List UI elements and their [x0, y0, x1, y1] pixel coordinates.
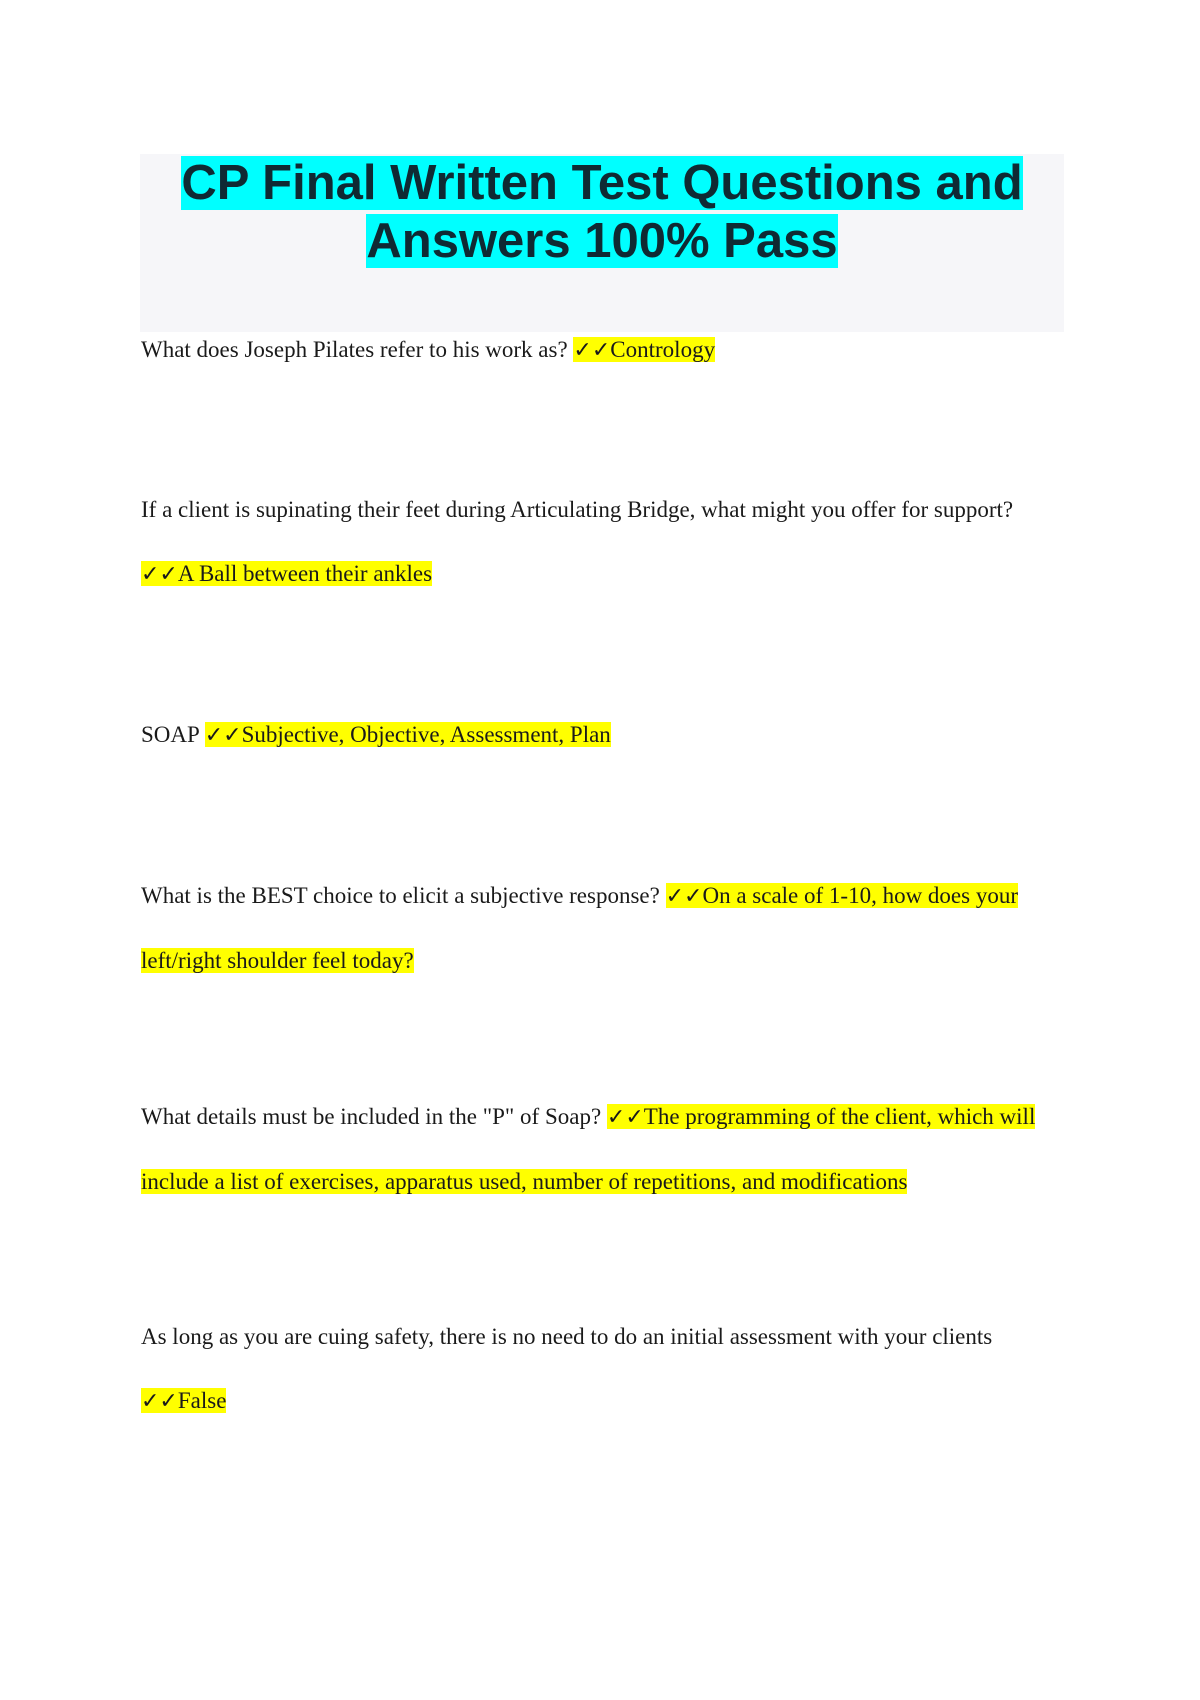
qa-item-5 [141, 1085, 1071, 1214]
qa-item-6 [141, 1305, 1071, 1434]
question-text: What details must be included in the "P" of Soap? [141, 1104, 602, 1129]
question-text: As long as you are cuing safety, there is no need to do an initial assessment with your clients [141, 1324, 993, 1349]
question-text: What does Joseph Pilates refer to his work as? [141, 337, 568, 362]
answer-text: Contrology [610, 337, 716, 362]
title-block [140, 154, 1064, 332]
answer-text: False [177, 1388, 227, 1413]
answer-text: Subjective, Objective, Assessment, Plan [241, 722, 611, 747]
qa-item-3 [141, 703, 1071, 768]
answer-text: The programming of the client, which will include a list of exercises, apparatus used, number of repetitions, and modifications [141, 1104, 1036, 1194]
double-check-icon: ✓✓ [141, 1389, 178, 1414]
answer-text: On a scale of 1-10, how does your left/right shoulder feel today? [141, 883, 1018, 973]
double-check-icon: ✓✓ [573, 338, 611, 363]
double-check-icon: ✓✓ [204, 723, 242, 748]
answer-highlight [205, 722, 611, 747]
qa-item-4 [141, 864, 1071, 993]
answer-highlight [141, 1388, 226, 1413]
answer-text: A Ball between their ankles [177, 561, 433, 586]
document-title: CP Final Written Test Questions and Answers 100% Pass [181, 156, 1023, 268]
double-check-icon: ✓✓ [606, 1105, 644, 1130]
qa-item-1 [141, 318, 1071, 383]
answer-highlight [141, 561, 432, 586]
double-check-icon: ✓✓ [665, 884, 703, 909]
question-text: If a client is supinating their feet during Articulating Bridge, what might you offer for support? [141, 497, 1014, 522]
qa-item-2 [141, 478, 1071, 607]
question-text: SOAP [141, 722, 199, 747]
answer-highlight [573, 337, 715, 362]
double-check-icon: ✓✓ [141, 562, 178, 587]
question-text: What is the BEST choice to elicit a subjective response? [141, 883, 660, 908]
